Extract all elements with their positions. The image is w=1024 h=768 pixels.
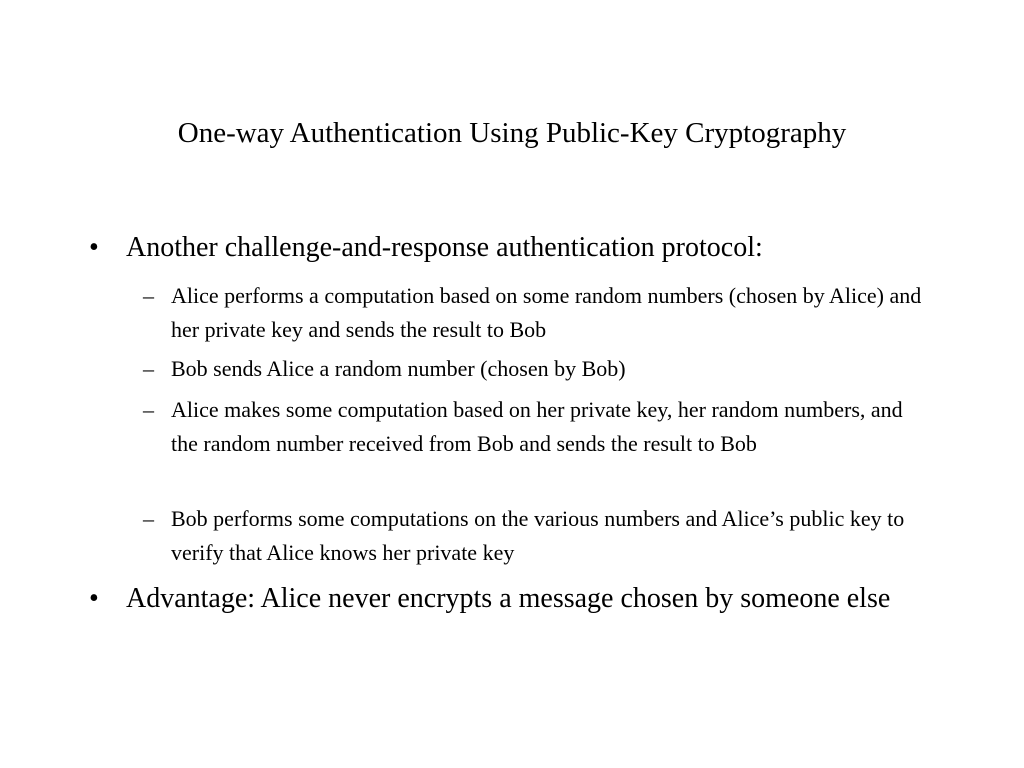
bullet-text: Another challenge-and-response authentication protocol: [126, 232, 763, 263]
dash-marker-icon: – [143, 397, 154, 422]
bullet-item [89, 229, 946, 267]
sub-bullet-item [143, 279, 931, 347]
bullet-marker-icon: • [89, 583, 99, 614]
sub-bullet-item [143, 502, 931, 570]
bullet-text: Advantage: Alice never encrypts a message chosen by someone else [126, 583, 891, 614]
sub-bullet-text: Bob sends Alice a random number (chosen by Bob) [171, 356, 626, 381]
dash-marker-icon: – [143, 283, 154, 308]
bullet-marker-icon: • [89, 232, 99, 263]
dash-marker-icon: – [143, 506, 154, 531]
sub-bullet-item [143, 393, 931, 461]
dash-marker-icon: – [143, 356, 154, 381]
slide-title: One-way Authentication Using Public-Key Cryptography [177, 117, 847, 149]
sub-bullet-text: Bob performs some computations on the various numbers and Alice’s public key to verify that Alice knows her private key [171, 506, 905, 565]
bullet-item [89, 580, 946, 618]
sub-bullet-text: Alice performs a computation based on some random numbers (chosen by Alice) and her private key and sends the result to Bob [171, 283, 922, 342]
sub-bullet-item [143, 352, 931, 386]
sub-bullet-text: Alice makes some computation based on her private key, her random numbers, and the random number received from Bob and sends the result to Bob [171, 397, 903, 456]
